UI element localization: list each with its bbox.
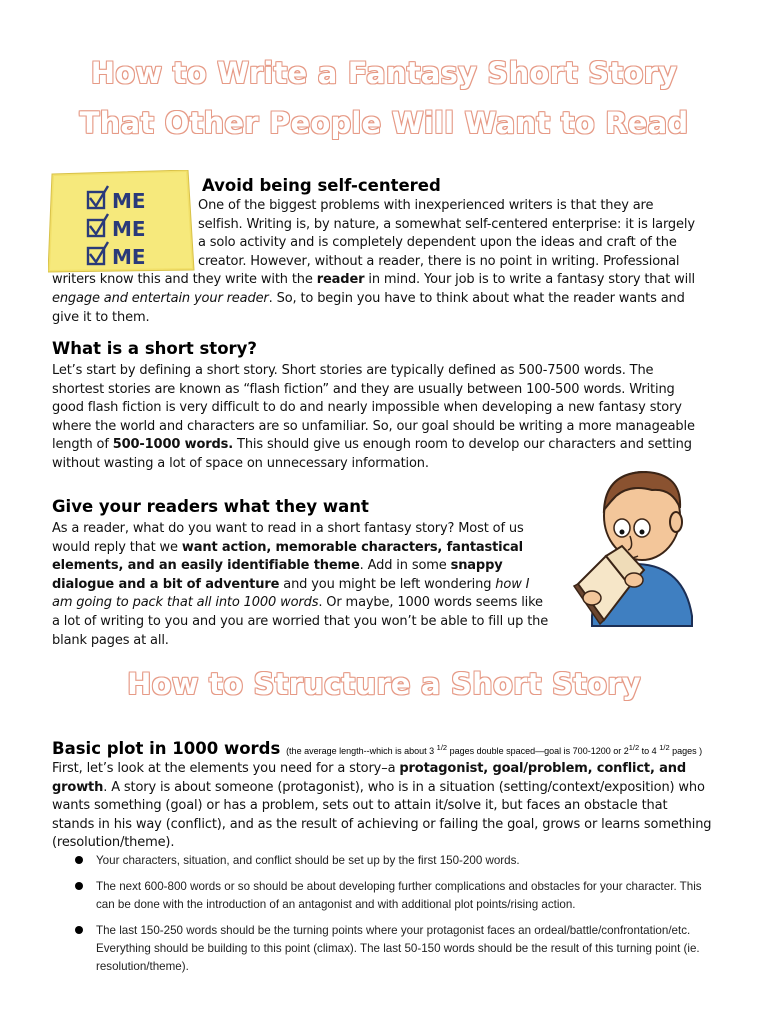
plot-bullet-list (72, 852, 712, 984)
reading-man-image (572, 466, 706, 628)
me-label-3: ME (112, 245, 146, 269)
heading-avoid-self-centered: Avoid being self-centered (202, 176, 441, 195)
list-item: Your characters, situation, and conflict should be set up by the first 150-200 words. (72, 852, 712, 870)
title-line-1: How to Write a Fantasy Short Story (90, 56, 678, 90)
me-label-1: ME (112, 189, 146, 213)
paragraph-give-readers: As a reader, what do you want to read in a short fantasy story? Most of us would reply that we want action, memorable characters, fantastical elements, and an easily identifiable theme. Add in some snappy dialogue and a bit of adventure and you might be left wondering how I am going to pack that all into 1000 words. Or maybe, 1000 words seems like a lot of writing to you and you are worried that you won’t be able to fill up the blank pages at all. (52, 521, 549, 648)
heading-what-is-short-story: What is a short story? (52, 339, 257, 358)
paragraph-basic-plot: First, let’s look at the elements you need for a story–a protagonist, goal/problem, conflict, and growth. A story is about someone (protagonist), who is in a situation (setting/context/exposition) who wants something (goal) or has a problem, sets out to attain it/solve it, but faces an obstacle that stands in his way (conflict), and as the result of achieving or failing the goal, grows or learns something (resolution/theme). (52, 761, 712, 851)
heading-give-readers: Give your readers what they want (52, 497, 369, 516)
bullet-icon (75, 926, 83, 934)
title-line-2: That Other People Will Want to Read (79, 106, 689, 140)
subtitle-structure: How to Structure a Short Story (127, 667, 641, 701)
plot-length-note: (the average length--which is about 3 $^{1/2}$ pages double spaced—goal is 700-1200 or $2^{1/2}$ to 4 $^{1/2}$ pages ) (286, 743, 703, 756)
heading-basic-plot: Basic plot in 1000 words (the average length--which is about 3 $^{1/2}$ pages double spaced—goal is 700-1200 or $2^{1/2}$ to 4 $^{1/2}$ pages ) (52, 739, 703, 758)
paragraph-short-story: Let’s start by defining a short story. Short stories are typically defined as 500-7500 words. The shortest stories are known as “flash fiction” and they are usually between 100-500 words. Writing good flash fiction is very difficult to do and nearly impossible when developing a new fantasy story where the world and characters are so unfamiliar. So, our goal should be writing a more manageable length of 500-1000 words. This should give us enough room to develop our characters and setting without wasting a lot of space on unnecessary information. (52, 363, 695, 471)
list-item: The next 600-800 words or so should be about developing further complications and obstacles for your character. This can be done with the introduction of an antagonist and with additional plot points/rising action. (72, 878, 712, 914)
bullet-icon (75, 856, 83, 864)
me-label-2: ME (112, 217, 146, 241)
paragraph-self-centered: One of the biggest problems with inexperienced writers is that they are selfish. Writing is, by nature, a somewhat self-centered enterprise: it is largely a solo activity and is completely dependent upon the ideas and craft of the creator. However, without a reader, there is no point in writing. Professional writers know this and they write with the reader in mind. Your job is to write a fantasy story that will engage and entertain your reader. So, to begin you have to think about what the reader wants and give it to them. (52, 198, 696, 325)
bullet-icon (75, 882, 83, 890)
list-item: The last 150-250 words should be the turning points where your protagonist faces an ordeal/battle/confrontation/etc. Everything should be building to this point (climax). The last 50-150 words should be the result of this turning point (ie. resolution/theme). (72, 922, 712, 976)
